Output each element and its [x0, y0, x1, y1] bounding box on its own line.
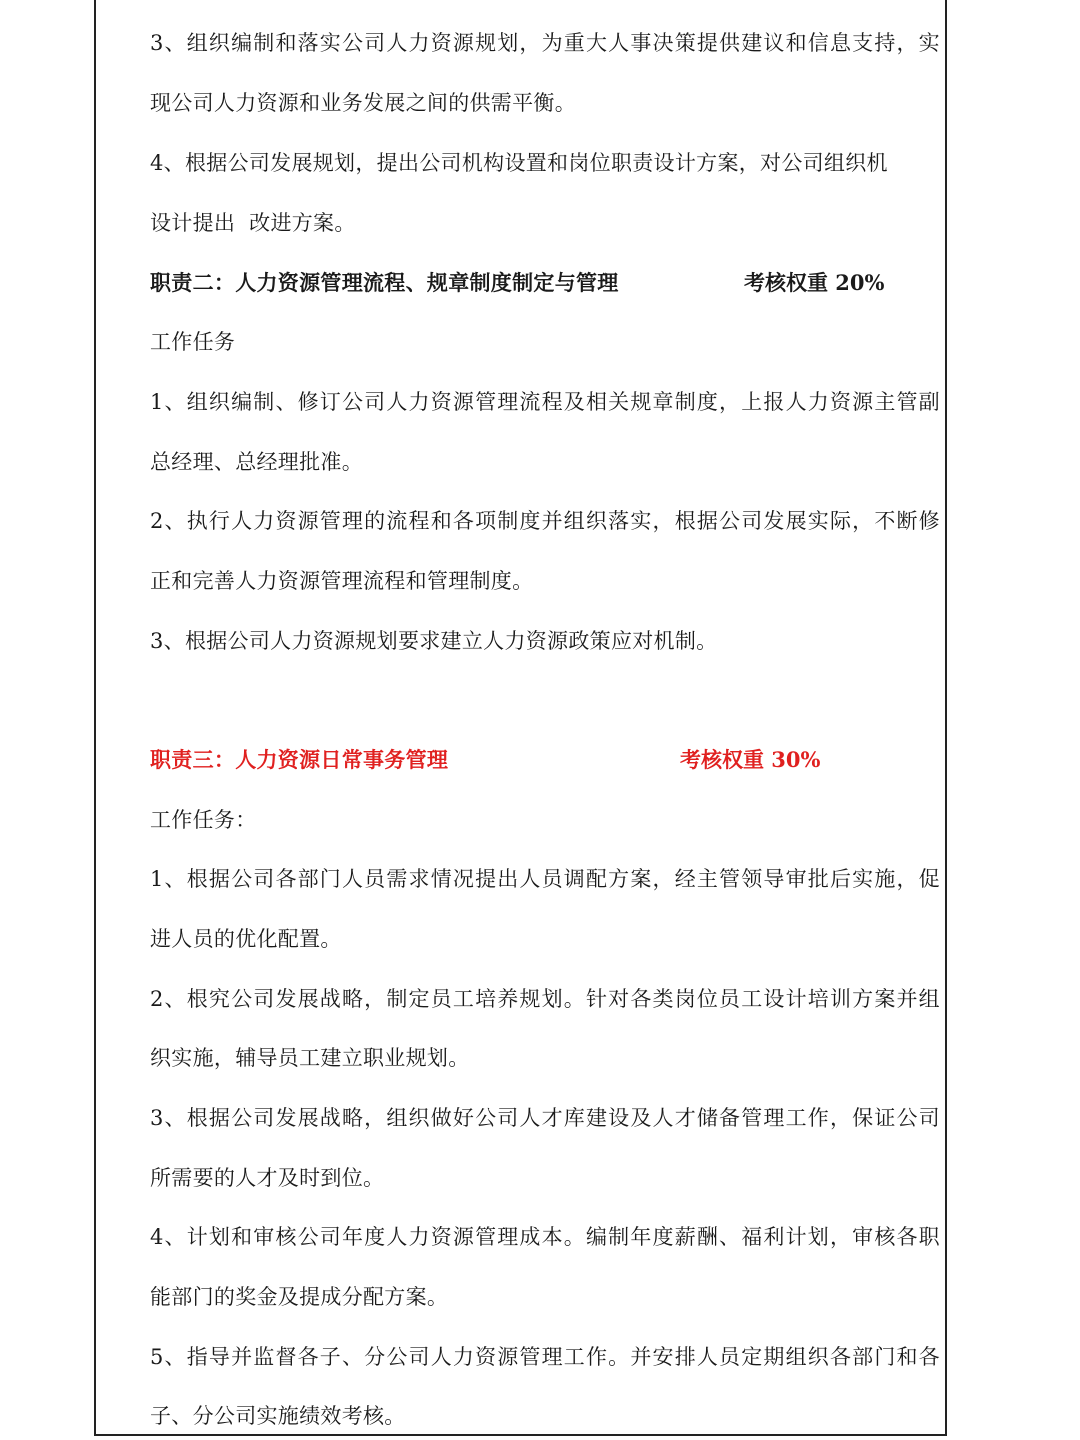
duty3-task-line: 3、根据公司发展战略，组织做好公司人才库建设及人才储备管理工作，保证公司 [150, 1106, 940, 1130]
duty3-task-line: 4、计划和审核公司年度人力资源管理成本。编制年度薪酬、福利计划，审核各职 [150, 1225, 940, 1249]
duty3-task-line: 进人员的优化配置。 [150, 927, 342, 951]
paragraph-line: 现公司人力资源和业务发展之间的供需平衡。 [150, 91, 576, 115]
duty3-task-line: 子、分公司实施绩效考核。 [150, 1404, 406, 1428]
duty3-task-line: 能部门的奖金及提成分配方案。 [150, 1285, 449, 1309]
duty2-task-line: 正和完善人力资源管理流程和管理制度。 [150, 569, 534, 593]
paragraph-line: 4、根据公司发展规划，提出公司机构设置和岗位职责设计方案，对公司组织机 [150, 151, 888, 175]
duty3-title: 职责三：人力资源日常事务管理 [150, 747, 449, 772]
duty2-tasks-label: 工作任务 [150, 330, 236, 354]
duty3-task-line: 织实施，辅导员工建立职业规划。 [150, 1046, 470, 1070]
duty3-task-line: 1、根据公司各部门人员需求情况提出人员调配方案，经主管领导审批后实施，促 [150, 867, 940, 891]
duty2-task-line: 3、根据公司人力资源规划要求建立人力资源政策应对机制。 [150, 629, 718, 653]
duty2-task-line: 2、执行人力资源管理的流程和各项制度并组织落实，根据公司发展实际，不断修 [150, 509, 940, 533]
duty2-weight: 考核权重 20% [744, 270, 885, 295]
paragraph-line: 设计提出 改进方案。 [150, 211, 356, 235]
duty2-title: 职责二：人力资源管理流程、规章制度制定与管理 [150, 270, 619, 295]
duty3-task-line: 2、根究公司发展战略，制定员工培养规划。针对各类岗位员工设计培训方案并组 [150, 987, 940, 1011]
duty3-weight: 考核权重 30% [680, 747, 821, 772]
duty2-task-line: 1、组织编制、修订公司人力资源管理流程及相关规章制度，上报人力资源主管副 [150, 390, 940, 414]
duty2-task-line: 总经理、总经理批准。 [150, 450, 363, 474]
duty3-task-line: 所需要的人才及时到位。 [150, 1166, 385, 1190]
duty3-tasks-label: 工作任务： [150, 808, 257, 832]
duty3-task-line: 5、指导并监督各子、分公司人力资源管理工作。并安排人员定期组织各部门和各 [150, 1345, 940, 1369]
paragraph-line: 3、组织编制和落实公司人力资源规划，为重大人事决策提供建议和信息支持，实 [150, 31, 940, 55]
